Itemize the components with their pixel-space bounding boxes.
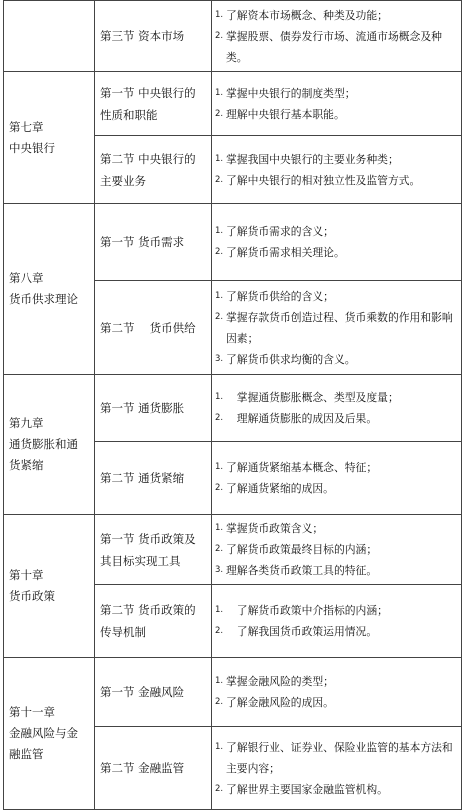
requirement-text: 理解中央银行基本职能。	[226, 107, 345, 121]
section-cell	[95, 658, 212, 727]
chapter-title-line: 货币政策	[9, 589, 55, 603]
section-cell	[95, 442, 212, 515]
requirement-item	[215, 671, 457, 692]
requirements-cell	[212, 585, 462, 658]
section-title-line: 第二节 货币政策的	[100, 603, 196, 617]
section-title-line: 性质和职能	[100, 107, 158, 122]
chapter-cell	[4, 204, 95, 375]
requirement-number: 2.	[215, 483, 224, 493]
requirement-item	[215, 539, 457, 560]
requirement-number: 1.	[215, 523, 224, 533]
requirement-text: 了解货币供给的含义；	[226, 289, 334, 303]
requirement-number: 1.	[215, 676, 224, 686]
requirement-item	[215, 692, 457, 713]
table-row	[4, 375, 462, 442]
requirement-text: 掌握我国中央银行的主要业务种类；	[226, 152, 399, 166]
requirement-number: 3.	[215, 353, 224, 364]
chapter-title-line: 第八章	[9, 271, 44, 285]
requirement-item	[215, 737, 457, 779]
requirements-cell	[212, 727, 462, 810]
requirement-item	[215, 242, 457, 263]
table-row	[4, 204, 462, 281]
requirement-number: 2.	[215, 247, 224, 257]
section-title-line: 第一节 中央银行的	[100, 85, 196, 100]
table-row	[4, 1, 462, 72]
requirement-text: 掌握中央银行的制度类型；	[226, 86, 356, 100]
requirement-item	[215, 149, 457, 170]
requirement-item	[215, 478, 457, 499]
section-cell	[95, 585, 212, 658]
requirement-text: 理解通货膨胀的成因及后果。	[226, 412, 378, 425]
requirement-item	[215, 600, 457, 621]
requirement-text: 了解我国货币政策运用情况。	[226, 625, 378, 638]
requirement-number: 2.	[215, 174, 224, 185]
section-title-line: 第二节 通货紧缩	[100, 471, 185, 485]
section-title-line: 第一节 通货膨胀	[100, 401, 185, 415]
requirement-number: 2.	[215, 413, 224, 423]
requirement-number: 2.	[215, 626, 224, 636]
section-title-line: 第一节 货币需求	[100, 235, 185, 249]
requirement-number: 1.	[215, 9, 224, 20]
requirements-cell	[212, 281, 462, 375]
requirement-number: 2.	[215, 30, 224, 41]
requirement-text: 了解通货紧缩的成因。	[226, 482, 334, 495]
requirements-cell	[212, 442, 462, 515]
chapter-cell	[4, 658, 95, 810]
requirement-text: 了解中央银行的相对独立性及监管方式。	[226, 173, 421, 187]
requirement-number: 2.	[215, 108, 224, 119]
requirement-number: 1.	[215, 87, 224, 98]
requirement-item	[215, 170, 457, 191]
chapter-title-line: 融监管	[9, 747, 44, 761]
requirement-text: 掌握货币政策含义；	[226, 522, 324, 535]
requirement-number: 2.	[215, 544, 224, 554]
requirement-item	[215, 83, 457, 104]
chapter-title-line: 第十章	[9, 568, 44, 582]
requirement-item	[215, 5, 457, 26]
requirement-item	[215, 286, 457, 307]
chapter-title-line: 第七章	[9, 119, 44, 134]
requirement-number: 2.	[215, 783, 224, 794]
section-cell	[95, 72, 212, 136]
requirement-number: 1.	[215, 605, 224, 615]
requirement-number: 2.	[215, 311, 224, 322]
section-title-line: 第三节 资本市场	[100, 29, 185, 43]
requirement-text: 了解货币政策最终目标的内涵；	[226, 543, 378, 556]
requirement-number: 1.	[215, 462, 224, 472]
requirement-text: 掌握股票、债券发行市场、流通市场概念及种类。	[226, 29, 442, 64]
requirements-cell	[212, 1, 462, 72]
syllabus-table-body	[4, 1, 462, 810]
section-cell	[95, 281, 212, 375]
chapter-title-line: 第九章	[9, 416, 44, 430]
requirement-text: 了解通货紧缩基本概念、特征；	[226, 461, 378, 474]
requirement-text: 了解货币供求均衡的含义。	[226, 352, 356, 366]
requirement-number: 1.	[215, 226, 224, 236]
requirement-text: 了解货币需求相关理论。	[226, 246, 345, 259]
requirement-text: 理解各类货币政策工具的特征。	[226, 564, 378, 577]
chapter-title-line: 货币供求理论	[9, 292, 78, 306]
requirement-text: 了解货币需求的含义；	[226, 225, 334, 238]
requirement-item	[215, 779, 457, 800]
section-title-line: 传导机制	[100, 625, 146, 639]
chapter-cell	[4, 72, 95, 204]
section-cell	[95, 727, 212, 810]
section-title-line: 其目标实现工具	[100, 553, 181, 568]
requirement-text: 掌握通货膨胀概念、类型及度量；	[226, 391, 399, 404]
chapter-cell	[4, 1, 95, 72]
requirement-item	[215, 104, 457, 125]
requirement-text: 了解金融风险的成因。	[226, 696, 334, 709]
requirement-text: 了解银行业、证券业、保险业监管的基本方法和主要内容；	[226, 740, 453, 775]
section-title-line: 第一节 货币政策及	[100, 531, 196, 546]
syllabus-table	[3, 0, 462, 810]
section-cell	[95, 375, 212, 442]
chapter-title-line: 中央银行	[9, 140, 55, 155]
requirement-text: 掌握存款货币创造过程、货币乘数的作用和影响因素；	[226, 310, 453, 345]
requirement-number: 1.	[215, 392, 224, 402]
requirement-item	[215, 307, 457, 349]
requirement-item	[215, 221, 457, 242]
requirement-item	[215, 26, 457, 68]
requirement-text: 了解世界主要国家金融监管机构。	[226, 782, 388, 796]
chapter-cell	[4, 375, 95, 515]
requirement-item	[215, 408, 457, 429]
requirements-cell	[212, 515, 462, 585]
requirements-cell	[212, 375, 462, 442]
requirement-number: 3.	[215, 565, 224, 575]
chapter-title-line: 金融风险与金	[9, 726, 78, 740]
section-title-line: 主要业务	[100, 173, 146, 188]
requirements-cell	[212, 136, 462, 204]
requirement-item	[215, 560, 457, 581]
requirement-number: 2.	[215, 697, 224, 707]
table-row	[4, 72, 462, 136]
section-title-line: 第二节 中央银行的	[100, 151, 196, 166]
requirement-text: 掌握金融风险的类型；	[226, 675, 334, 688]
section-cell	[95, 515, 212, 585]
section-title-line: 第二节 金融监管	[100, 761, 185, 775]
requirements-cell	[212, 658, 462, 727]
requirement-text: 了解货币政策中介指标的内涵；	[226, 604, 388, 617]
chapter-title-line: 货紧缩	[9, 458, 44, 472]
requirement-item	[215, 518, 457, 539]
table-row	[4, 658, 462, 727]
chapter-title-line: 第十一章	[9, 705, 55, 719]
requirement-number: 1.	[215, 290, 224, 301]
chapter-cell	[4, 515, 95, 658]
requirement-text: 了解资本市场概念、种类及功能；	[226, 8, 388, 22]
section-cell	[95, 204, 212, 281]
requirement-item	[215, 621, 457, 642]
section-title-line: 第二节 货币供给	[100, 320, 196, 335]
section-title-line: 第一节 金融风险	[100, 685, 185, 699]
requirement-item	[215, 349, 457, 370]
requirement-item	[215, 457, 457, 478]
requirement-item	[215, 387, 457, 408]
section-cell	[95, 1, 212, 72]
section-cell	[95, 136, 212, 204]
requirements-cell	[212, 204, 462, 281]
chapter-title-line: 通货膨胀和通	[9, 437, 78, 451]
requirement-number: 1.	[215, 741, 224, 752]
requirement-number: 1.	[215, 153, 224, 164]
table-row	[4, 515, 462, 585]
requirements-cell	[212, 72, 462, 136]
